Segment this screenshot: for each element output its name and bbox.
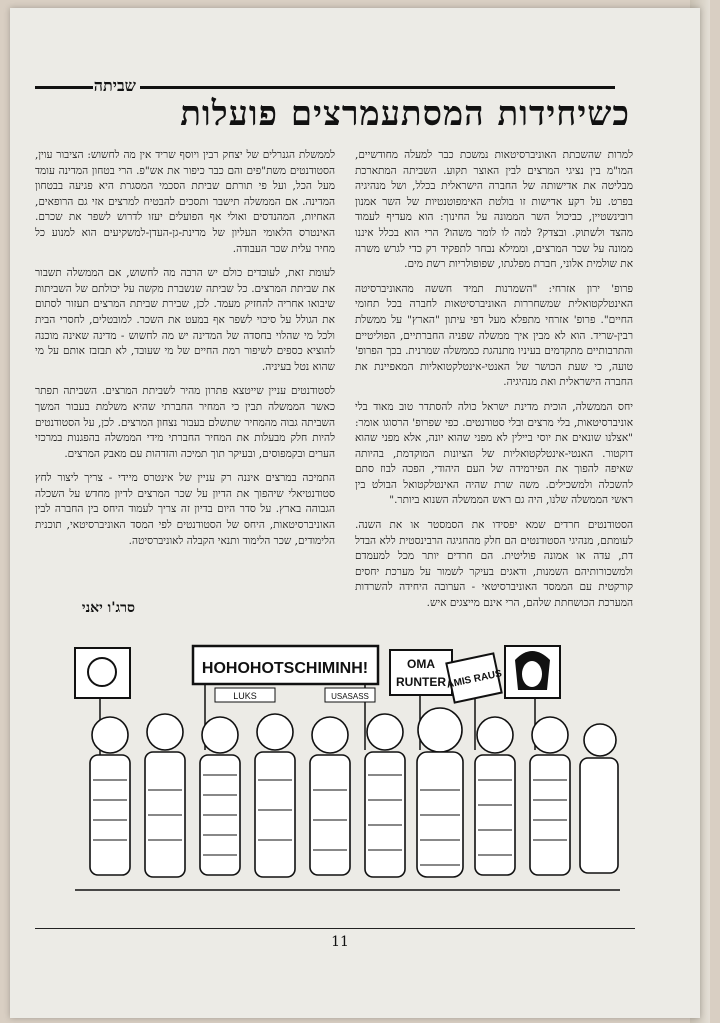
paragraph: לממשלת הגנרלים של יצחק רבין ויוסף שריד אין מה לחשוש: הציבור עוין, הסטודנטים משת"פים והם כבר כיפור את אש"פ. הרי בטחון המדינה עומד מעל הכל, ועל פי תורתם שביתת הסכמי המסגרת היא פגיעה בבטחון המדינה. אם הממשלה תישבר ותסכים להבטיח למרצים אזי גם הרופאים, האחיות, המהנדסים ואולי אף הפועלים יעזו לדרוש לשפר את שכרם. האינטרס הלאומי העליון של מדינת-גן-העדן-למשקיעים הוא למנוע כל מחיר עלית שכר העבודה. xyxy=(35,149,335,255)
header-rule-left xyxy=(35,86,93,89)
sign-amis-text: AMIS RAUS xyxy=(445,668,503,691)
protest-cartoon xyxy=(65,640,630,905)
sign-usa-text: USASASS xyxy=(331,692,369,701)
footer-rule xyxy=(35,928,635,929)
paragraph: יחס הממשלה, הוכית מדינת ישראל כולה להסתדר טוב מאוד בלי אוניברסיטאות, בלי מרצים ובלי סטודנטים. כפי שפרופ' הרסוגו אומר: "אצלנו שונאים את יוסי ביילין לא מפני שהוא יונה, אלא מפני שהוא דוקטור. האנטי-אינטלקטואליות של הציונות המוקדמת, בהיותה שאיפה להפוך את הפירמידה של העם היהודי, הפכה לבוז סתם להשכלה ולמשכילים. משה שרת שהיה האינטלקטואל הבולט בין ראשי הממשלה שלנו, היה גם ראש הממשלה השנוא ביותר." xyxy=(355,400,633,507)
sign-runter-text: RUNTER xyxy=(396,675,446,689)
sign-luks-text: LUKS xyxy=(233,691,257,701)
paragraph: התמיכה במרצים איננה רק עניין של אינטרס מיידי - צריך ליצור לחץ סטודנטיאלי שיהפוך את הדיון על שכר המרצים לדיון מחדש על השכלה הגבוהה בארץ. על סדר היום בדיון זה צריך לעמוד היחס בין החברה לבין האוניברסיטאות, היחס של הסטודנטים לפי המסד האוניברסיטאי, תוכנית הלימודים, שכר הלימוד ותנאי הקבלה לאוניברסיטה. xyxy=(35,472,335,547)
paragraph: לסטודנטים עניין שייטצא פתרון מהיר לשביתת המרצים. השביתה תפתר כאשר הממשלה תבין כי המחיר החברתי שהיא משלמת בעבור המשך השביתה גבוה מהמחיר שתשלם בעבור נצחון המרצים. לכן, על הסטודנטים להיות חלק מבעלות את המחיר החברתי מידי הממשלה בהפגנות במרכזי הערים ובקמפוסים, ובעיקר תוך תמיכה והזדהות עם מאבק המרצים. xyxy=(35,385,335,460)
author-signature: סרג'ו יאני xyxy=(81,600,135,616)
sign-oma-text: OMA xyxy=(407,657,435,671)
article-title: כשיחידות המסתעמרצים פועלות xyxy=(180,94,630,134)
portrait-sign xyxy=(75,648,130,698)
paragraph: פרופ' ירון אזרחי: "השמרנות תמיד חששה מהאוניברסיטה האינטלקטואלית שמשחררות האוניברסיטאות לחברה בכל תחומי החיים". פרופ' אזרחי מתפלא מעל דפי עיתון "הארץ" על ממשלת רבין-שריד. הוא לא מבין איך ממשלה שפניה החברתיים, הפוליטיים והתרבותיים מתקדמים בעיניו מתנהגת כממשלה שמרנית. בכך הפרופ' טועה, כי שעת הכושר של האנטי-אינטלקטואליות המאפיינת את החברה הישראלית ואת מנהיגיה. xyxy=(355,282,633,389)
left-column xyxy=(35,148,335,608)
banner-text: HOHOHOTSCHIMINH! xyxy=(201,660,369,677)
page-number: 11 xyxy=(331,934,349,950)
crowd-figures xyxy=(90,708,618,877)
paragraph: למרות שהשכתת האוניברסיטאות נמשכת כבר למעלה מחודשיים, המו"מ בין נציגי המרצים לבין האוצר תקוע. השביתה המתארכת מבליטה את אדישותה של החברה הישראלית בכלל, ושל מנהיגיה בפרט. על רקע אדישות זו בולטת האימפוטנטיות של השר אמנון רובינשטיין, כביכול השר הממונה על החינוך: הוא מעדיף לעמוד מהצד ולשתוק. ובצדק? למה לו לומר משהו? הרי הוא בכלל איננו ממונה על שכר המרצים, וממילא נבחר לתפקיד רק כדי לגרש משרה את שולמית אלוני, חברת מפלגתו, שפופולריות רשת מים. xyxy=(355,149,633,271)
right-column xyxy=(355,148,633,633)
paragraph: לעומת זאת, לעובדים כולם יש הרבה מה לחשוש, אם הממשלה תשבור את שביתת המרצים. כל שביתה שנשברת מקשה על יכולתם של השביתות שיבואו אחריה להחזיק מעמד. לכן, שבירת שביתת המרצים תעזור לסתום את הגולל על סיכוי לשפר אף במעט את השכר. למובטלים, לחסרי הבית ולכל מי שהלוי בחסדה של המדינה יש מה לחשוש - מדינה שאינה מוכנה להוציא כספים לשיפור רמת החיים של מי שעובד, לא תבזבז אותם על מי שהוא נטל בעיניה. xyxy=(35,267,335,373)
section-label: שביתה xyxy=(93,76,136,95)
header-rule xyxy=(140,86,615,89)
paragraph: הסטודנטים חרדים שמא יפסידו את הסמסטר או את השנה. לעומתם, מנהיגי הסטודנטים הם חלק מהחגיגה הרבינסטית ללא הבדל דת, עדה או אמונה פוליטית. הם חרדים יותר מכל למעמדם ולמשכורותיהם השמנות, ודאגים בעיקר לשמור על מערכת יחסים קורקטית עם הממסד האוניברסיטאי - הערובה היחידה להשרדות המערכת הכושחתת שלהם, הרי אינם מייצגים איש. xyxy=(355,519,633,610)
